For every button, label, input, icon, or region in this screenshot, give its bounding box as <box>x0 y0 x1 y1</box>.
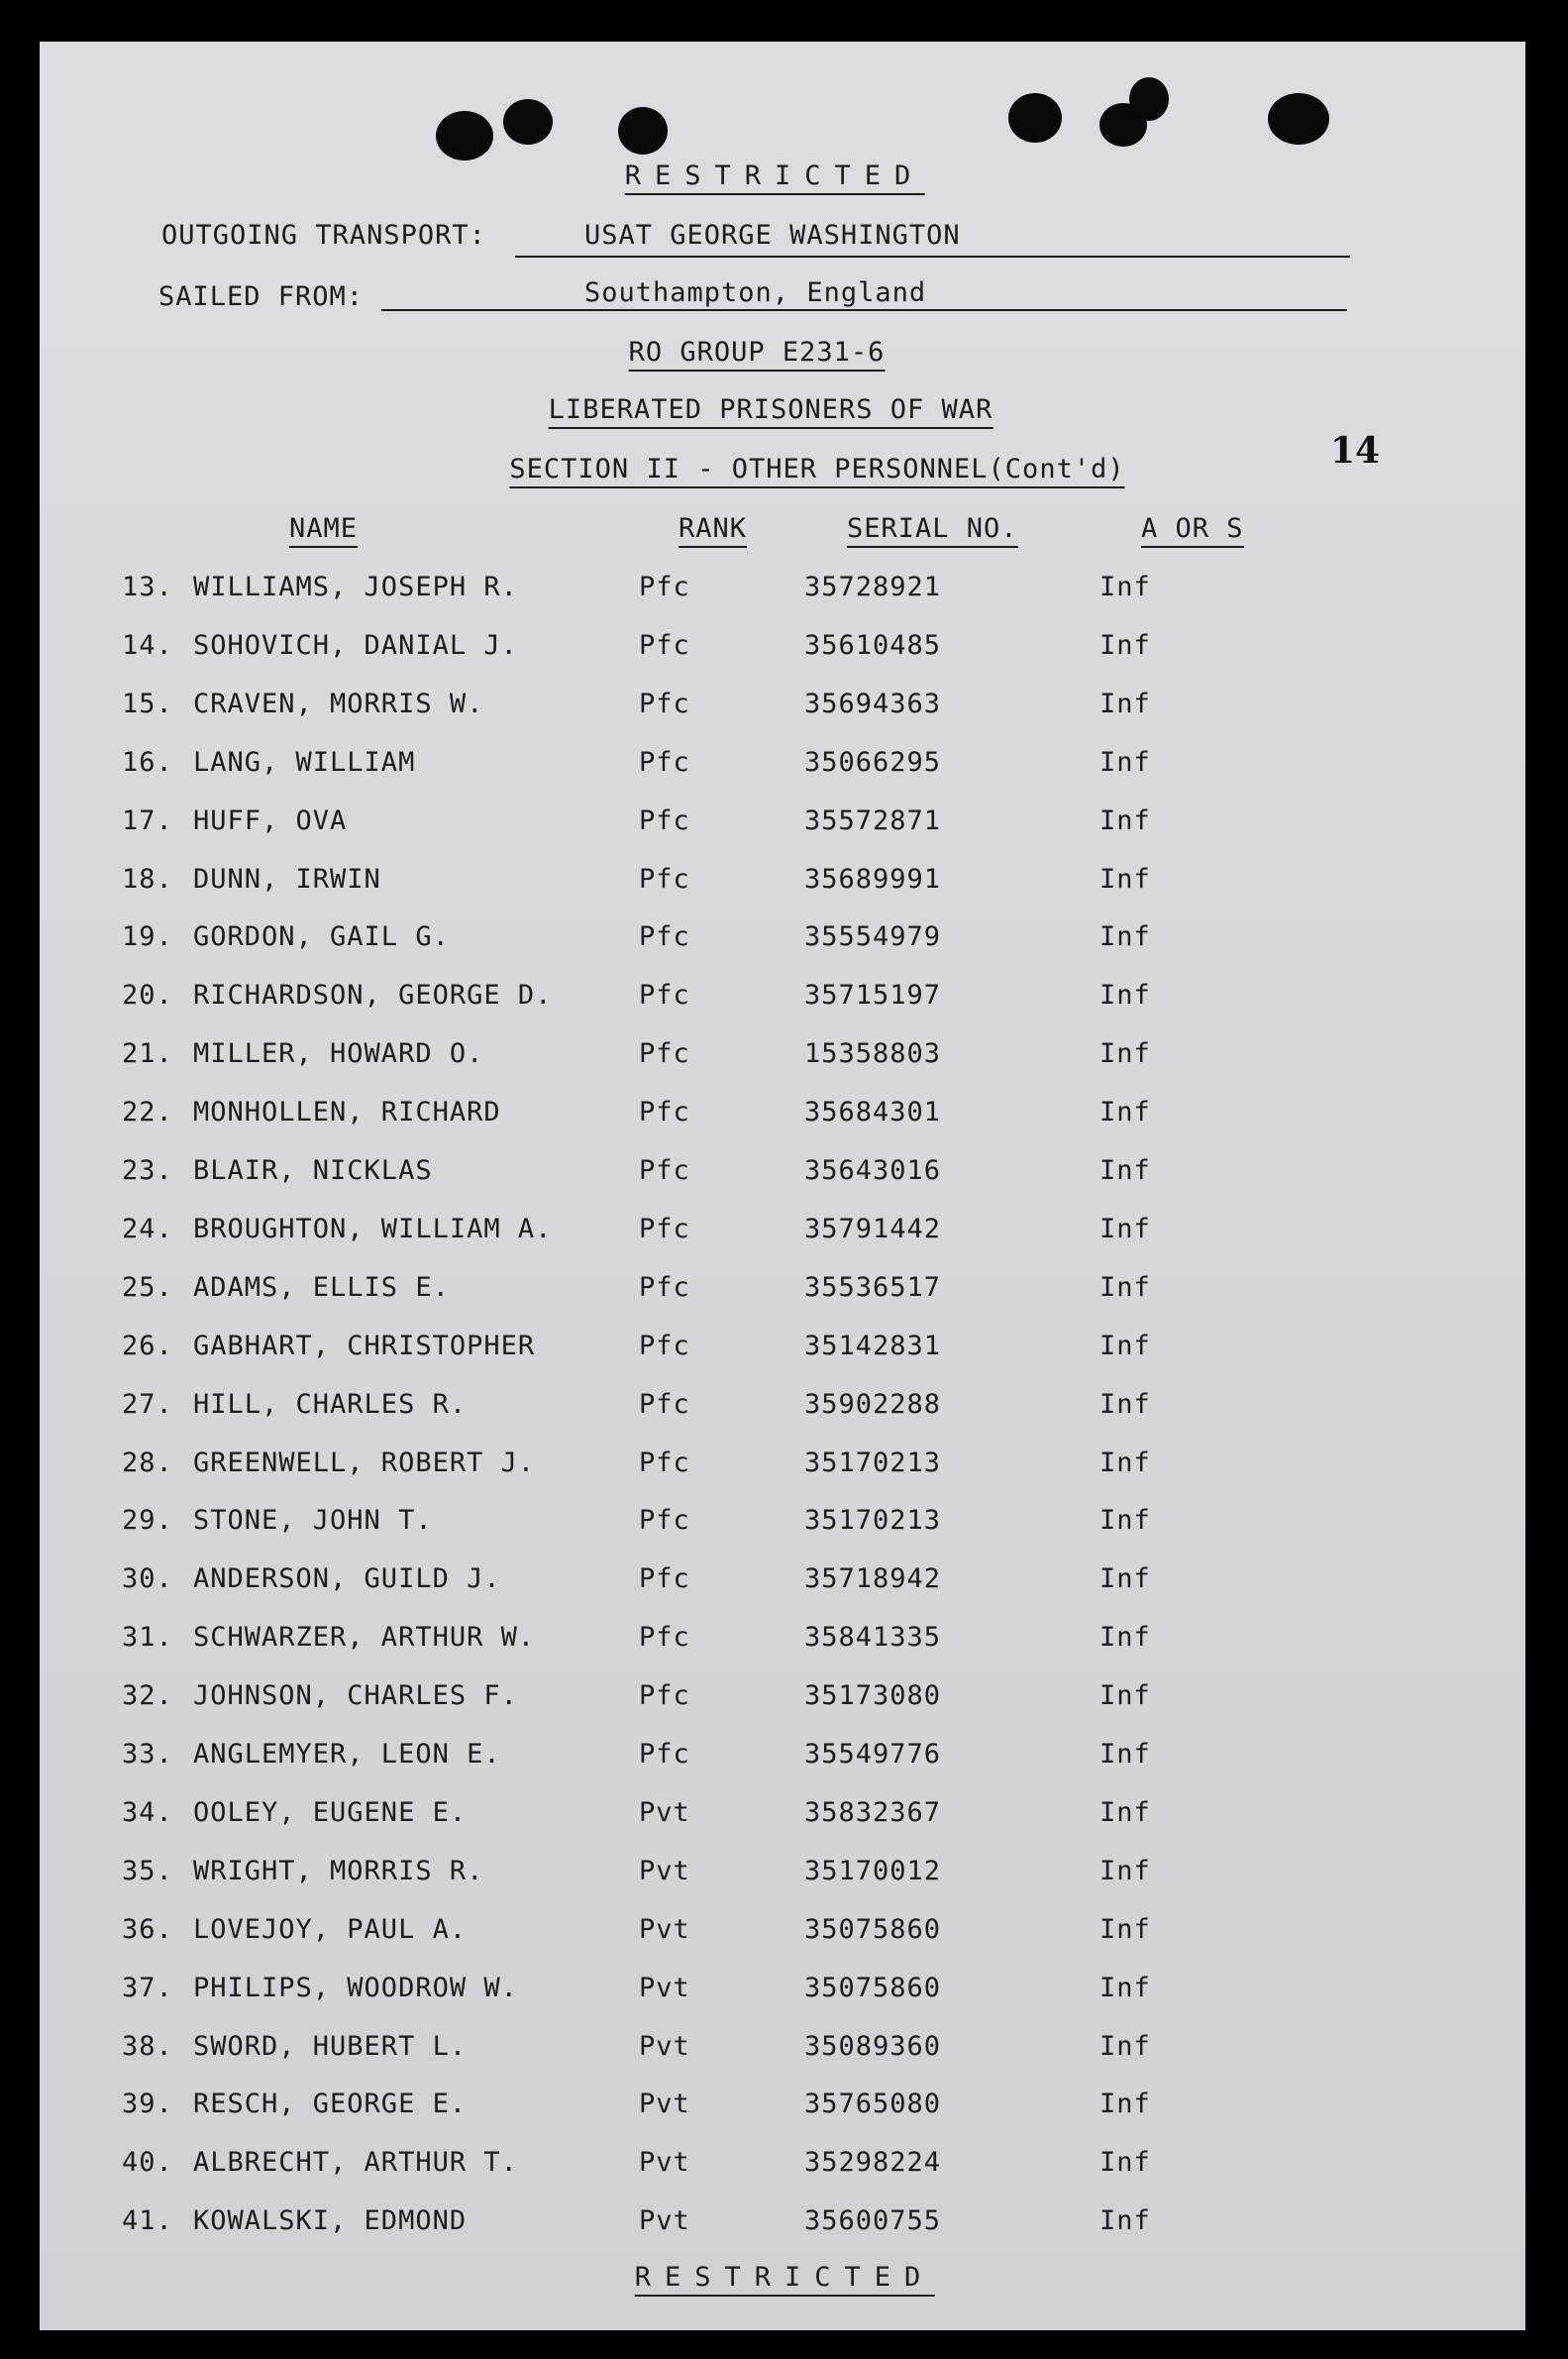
table-row <box>0 2031 1568 2071</box>
arm-or-service: Inf <box>1099 980 1151 1011</box>
sailed-from-label: SAILED FROM: <box>158 281 365 312</box>
document-title: LIBERATED PRISONERS OF WAR <box>549 394 993 429</box>
table-row <box>0 630 1568 670</box>
table-row <box>0 1331 1568 1370</box>
rank: Pfc <box>639 921 690 952</box>
arm-or-service: Inf <box>1099 1448 1151 1478</box>
arm-or-service: Inf <box>1099 572 1151 602</box>
row-number: 30. <box>122 1563 173 1594</box>
rank: Pfc <box>639 1038 690 1069</box>
arm-or-service: Inf <box>1099 805 1151 836</box>
table-row <box>0 747 1568 787</box>
soldier-name: ALBRECHT, ARTHUR T. <box>193 2147 518 2178</box>
row-number: 28. <box>122 1448 173 1478</box>
row-number: 35. <box>122 1856 173 1886</box>
row-number: 40. <box>122 2147 173 2178</box>
serial-number: 15358803 <box>804 1038 942 1069</box>
row-number: 25. <box>122 1272 173 1303</box>
serial-number: 35170012 <box>804 1856 942 1886</box>
soldier-name: GORDON, GAIL G. <box>193 921 450 952</box>
row-number: 14. <box>122 630 173 661</box>
table-row <box>0 2205 1568 2245</box>
table-row <box>0 1973 1568 2012</box>
row-number: 20. <box>122 980 173 1011</box>
table-row <box>0 1448 1568 1487</box>
serial-number: 35170213 <box>804 1448 942 1478</box>
soldier-name: MILLER, HOWARD O. <box>193 1038 484 1069</box>
serial-number: 35610485 <box>804 630 942 661</box>
serial-number: 35075860 <box>804 1914 942 1945</box>
rank: Pvt <box>639 2031 690 2062</box>
row-number: 41. <box>122 2205 173 2236</box>
serial-number: 35684301 <box>804 1097 942 1127</box>
arm-or-service: Inf <box>1099 1505 1151 1536</box>
rank: Pfc <box>639 1680 690 1711</box>
footer-classification: RESTRICTED <box>635 2262 935 2297</box>
soldier-name: GABHART, CHRISTOPHER <box>193 1331 536 1361</box>
serial-number: 35066295 <box>804 747 942 778</box>
serial-number: 35765080 <box>804 2089 942 2119</box>
soldier-name: RESCH, GEORGE E. <box>193 2089 468 2119</box>
arm-or-service: Inf <box>1099 2089 1151 2119</box>
column-header-name: NAME <box>289 513 358 548</box>
serial-number: 35173080 <box>804 1680 942 1711</box>
arm-or-service: Inf <box>1099 1914 1151 1945</box>
table-row <box>0 689 1568 728</box>
rank: Pfc <box>639 805 690 836</box>
arm-or-service: Inf <box>1099 689 1151 719</box>
arm-or-service: Inf <box>1099 1389 1151 1420</box>
serial-number: 35170213 <box>804 1505 942 1536</box>
table-row <box>0 864 1568 904</box>
rank: Pfc <box>639 1097 690 1127</box>
rank: Pvt <box>639 2089 690 2119</box>
table-row <box>0 1797 1568 1837</box>
table-row <box>0 2147 1568 2187</box>
rank: Pfc <box>639 1331 690 1361</box>
rank: Pfc <box>639 572 690 602</box>
outgoing-transport-label: OUTGOING TRANSPORT: <box>161 220 486 251</box>
serial-number: 35728921 <box>804 572 942 602</box>
table-row <box>0 1038 1568 1078</box>
row-number: 26. <box>122 1331 173 1361</box>
row-number: 24. <box>122 1214 173 1244</box>
soldier-name: SOHOVICH, DANIAL J. <box>193 630 518 661</box>
arm-or-service: Inf <box>1099 1622 1151 1653</box>
rank: Pvt <box>639 2205 690 2236</box>
table-row <box>0 921 1568 961</box>
serial-number: 35298224 <box>804 2147 942 2178</box>
arm-or-service: Inf <box>1099 1973 1151 2003</box>
column-header-aos: A OR S <box>1141 513 1244 548</box>
row-number: 36. <box>122 1914 173 1945</box>
row-number: 17. <box>122 805 173 836</box>
soldier-name: ANGLEMYER, LEON E. <box>193 1739 501 1769</box>
row-number: 39. <box>122 2089 173 2119</box>
serial-number: 35549776 <box>804 1739 942 1769</box>
arm-or-service: Inf <box>1099 747 1151 778</box>
serial-number: 35075860 <box>804 1973 942 2003</box>
arm-or-service: Inf <box>1099 864 1151 895</box>
serial-number: 35089360 <box>804 2031 942 2062</box>
soldier-name: HUFF, OVA <box>193 805 348 836</box>
soldier-name: ANDERSON, GUILD J. <box>193 1563 501 1594</box>
soldier-name: OOLEY, EUGENE E. <box>193 1797 468 1828</box>
soldier-name: JOHNSON, CHARLES F. <box>193 1680 518 1711</box>
table-row <box>0 1389 1568 1429</box>
soldier-name: SCHWARZER, ARTHUR W. <box>193 1622 536 1653</box>
header-classification: RESTRICTED <box>625 161 925 195</box>
arm-or-service: Inf <box>1099 1272 1151 1303</box>
table-row <box>0 1856 1568 1895</box>
arm-or-service: Inf <box>1099 1038 1151 1069</box>
rank: Pfc <box>639 1389 690 1420</box>
arm-or-service: Inf <box>1099 1739 1151 1769</box>
rank: Pvt <box>639 1914 690 1945</box>
arm-or-service: Inf <box>1099 1856 1151 1886</box>
soldier-name: DUNN, IRWIN <box>193 864 381 895</box>
serial-number: 35572871 <box>804 805 942 836</box>
row-number: 21. <box>122 1038 173 1069</box>
arm-or-service: Inf <box>1099 2031 1151 2062</box>
table-row <box>0 1155 1568 1195</box>
row-number: 29. <box>122 1505 173 1536</box>
row-number: 22. <box>122 1097 173 1127</box>
soldier-name: RICHARDSON, GEORGE D. <box>193 980 553 1011</box>
arm-or-service: Inf <box>1099 1563 1151 1594</box>
rank: Pfc <box>639 689 690 719</box>
arm-or-service: Inf <box>1099 1680 1151 1711</box>
arm-or-service: Inf <box>1099 1155 1151 1186</box>
serial-number: 35600755 <box>804 2205 942 2236</box>
serial-number: 35536517 <box>804 1272 942 1303</box>
arm-or-service: Inf <box>1099 1797 1151 1828</box>
column-header-rank: RANK <box>679 513 747 548</box>
serial-number: 35832367 <box>804 1797 942 1828</box>
rank: Pfc <box>639 1272 690 1303</box>
serial-number: 35643016 <box>804 1155 942 1186</box>
serial-number: 35694363 <box>804 689 942 719</box>
rank: Pfc <box>639 630 690 661</box>
serial-number: 35554979 <box>804 921 942 952</box>
soldier-name: BROUGHTON, WILLIAM A. <box>193 1214 553 1244</box>
table-row <box>0 980 1568 1019</box>
table-row <box>0 1505 1568 1545</box>
table-row <box>0 572 1568 611</box>
rank: Pfc <box>639 747 690 778</box>
table-row <box>0 2089 1568 2128</box>
row-number: 13. <box>122 572 173 602</box>
rank: Pfc <box>639 980 690 1011</box>
table-row <box>0 1097 1568 1136</box>
row-number: 19. <box>122 921 173 952</box>
arm-or-service: Inf <box>1099 921 1151 952</box>
ro-group: RO GROUP E231-6 <box>629 337 886 372</box>
soldier-name: LANG, WILLIAM <box>193 747 416 778</box>
serial-number: 35715197 <box>804 980 942 1011</box>
serial-number: 35841335 <box>804 1622 942 1653</box>
row-number: 32. <box>122 1680 173 1711</box>
serial-number: 35902288 <box>804 1389 942 1420</box>
soldier-name: WILLIAMS, JOSEPH R. <box>193 572 518 602</box>
row-number: 23. <box>122 1155 173 1186</box>
soldier-name: BLAIR, NICKLAS <box>193 1155 433 1186</box>
rank: Pvt <box>639 1856 690 1886</box>
rank: Pvt <box>639 1973 690 2003</box>
rank: Pfc <box>639 864 690 895</box>
soldier-name: GREENWELL, ROBERT J. <box>193 1448 536 1478</box>
rank: Pfc <box>639 1505 690 1536</box>
row-number: 27. <box>122 1389 173 1420</box>
row-number: 31. <box>122 1622 173 1653</box>
table-row <box>0 1680 1568 1720</box>
table-row <box>0 1563 1568 1603</box>
table-row <box>0 1214 1568 1253</box>
soldier-name: SWORD, HUBERT L. <box>193 2031 468 2062</box>
table-row <box>0 1739 1568 1778</box>
row-number: 37. <box>122 1973 173 2003</box>
row-number: 18. <box>122 864 173 895</box>
table-row <box>0 805 1568 845</box>
arm-or-service: Inf <box>1099 630 1151 661</box>
sailed-from-value: Southampton, England <box>584 277 927 308</box>
arm-or-service: Inf <box>1099 2205 1151 2236</box>
section-heading: SECTION II - OTHER PERSONNEL(Cont'd) <box>509 454 1124 488</box>
rank: Pfc <box>639 1214 690 1244</box>
serial-number: 35791442 <box>804 1214 942 1244</box>
arm-or-service: Inf <box>1099 1331 1151 1361</box>
soldier-name: MONHOLLEN, RICHARD <box>193 1097 501 1127</box>
soldier-name: WRIGHT, MORRIS R. <box>193 1856 484 1886</box>
rank: Pfc <box>639 1622 690 1653</box>
table-row <box>0 1622 1568 1662</box>
soldier-name: STONE, JOHN T. <box>193 1505 433 1536</box>
table-row <box>0 1272 1568 1312</box>
soldier-name: HILL, CHARLES R. <box>193 1389 468 1420</box>
rank: Pfc <box>639 1448 690 1478</box>
row-number: 38. <box>122 2031 173 2062</box>
row-number: 33. <box>122 1739 173 1769</box>
soldier-name: CRAVEN, MORRIS W. <box>193 689 484 719</box>
row-number: 15. <box>122 689 173 719</box>
arm-or-service: Inf <box>1099 1097 1151 1127</box>
row-number: 34. <box>122 1797 173 1828</box>
arm-or-service: Inf <box>1099 2147 1151 2178</box>
rank: Pfc <box>639 1563 690 1594</box>
arm-or-service: Inf <box>1099 1214 1151 1244</box>
rank: Pvt <box>639 1797 690 1828</box>
soldier-name: LOVEJOY, PAUL A. <box>193 1914 468 1945</box>
serial-number: 35689991 <box>804 864 942 895</box>
row-number: 16. <box>122 747 173 778</box>
outgoing-transport-value: USAT GEORGE WASHINGTON <box>584 220 961 251</box>
table-row <box>0 1914 1568 1954</box>
soldier-name: ADAMS, ELLIS E. <box>193 1272 450 1303</box>
rank: Pfc <box>639 1155 690 1186</box>
soldier-name: PHILIPS, WOODROW W. <box>193 1973 518 2003</box>
serial-number: 35142831 <box>804 1331 942 1361</box>
rank: Pfc <box>639 1739 690 1769</box>
column-header-serial: SERIAL NO. <box>847 513 1018 548</box>
soldier-name: KOWALSKI, EDMOND <box>193 2205 468 2236</box>
page-number: 14 <box>1330 430 1381 472</box>
rank: Pvt <box>639 2147 690 2178</box>
serial-number: 35718942 <box>804 1563 942 1594</box>
